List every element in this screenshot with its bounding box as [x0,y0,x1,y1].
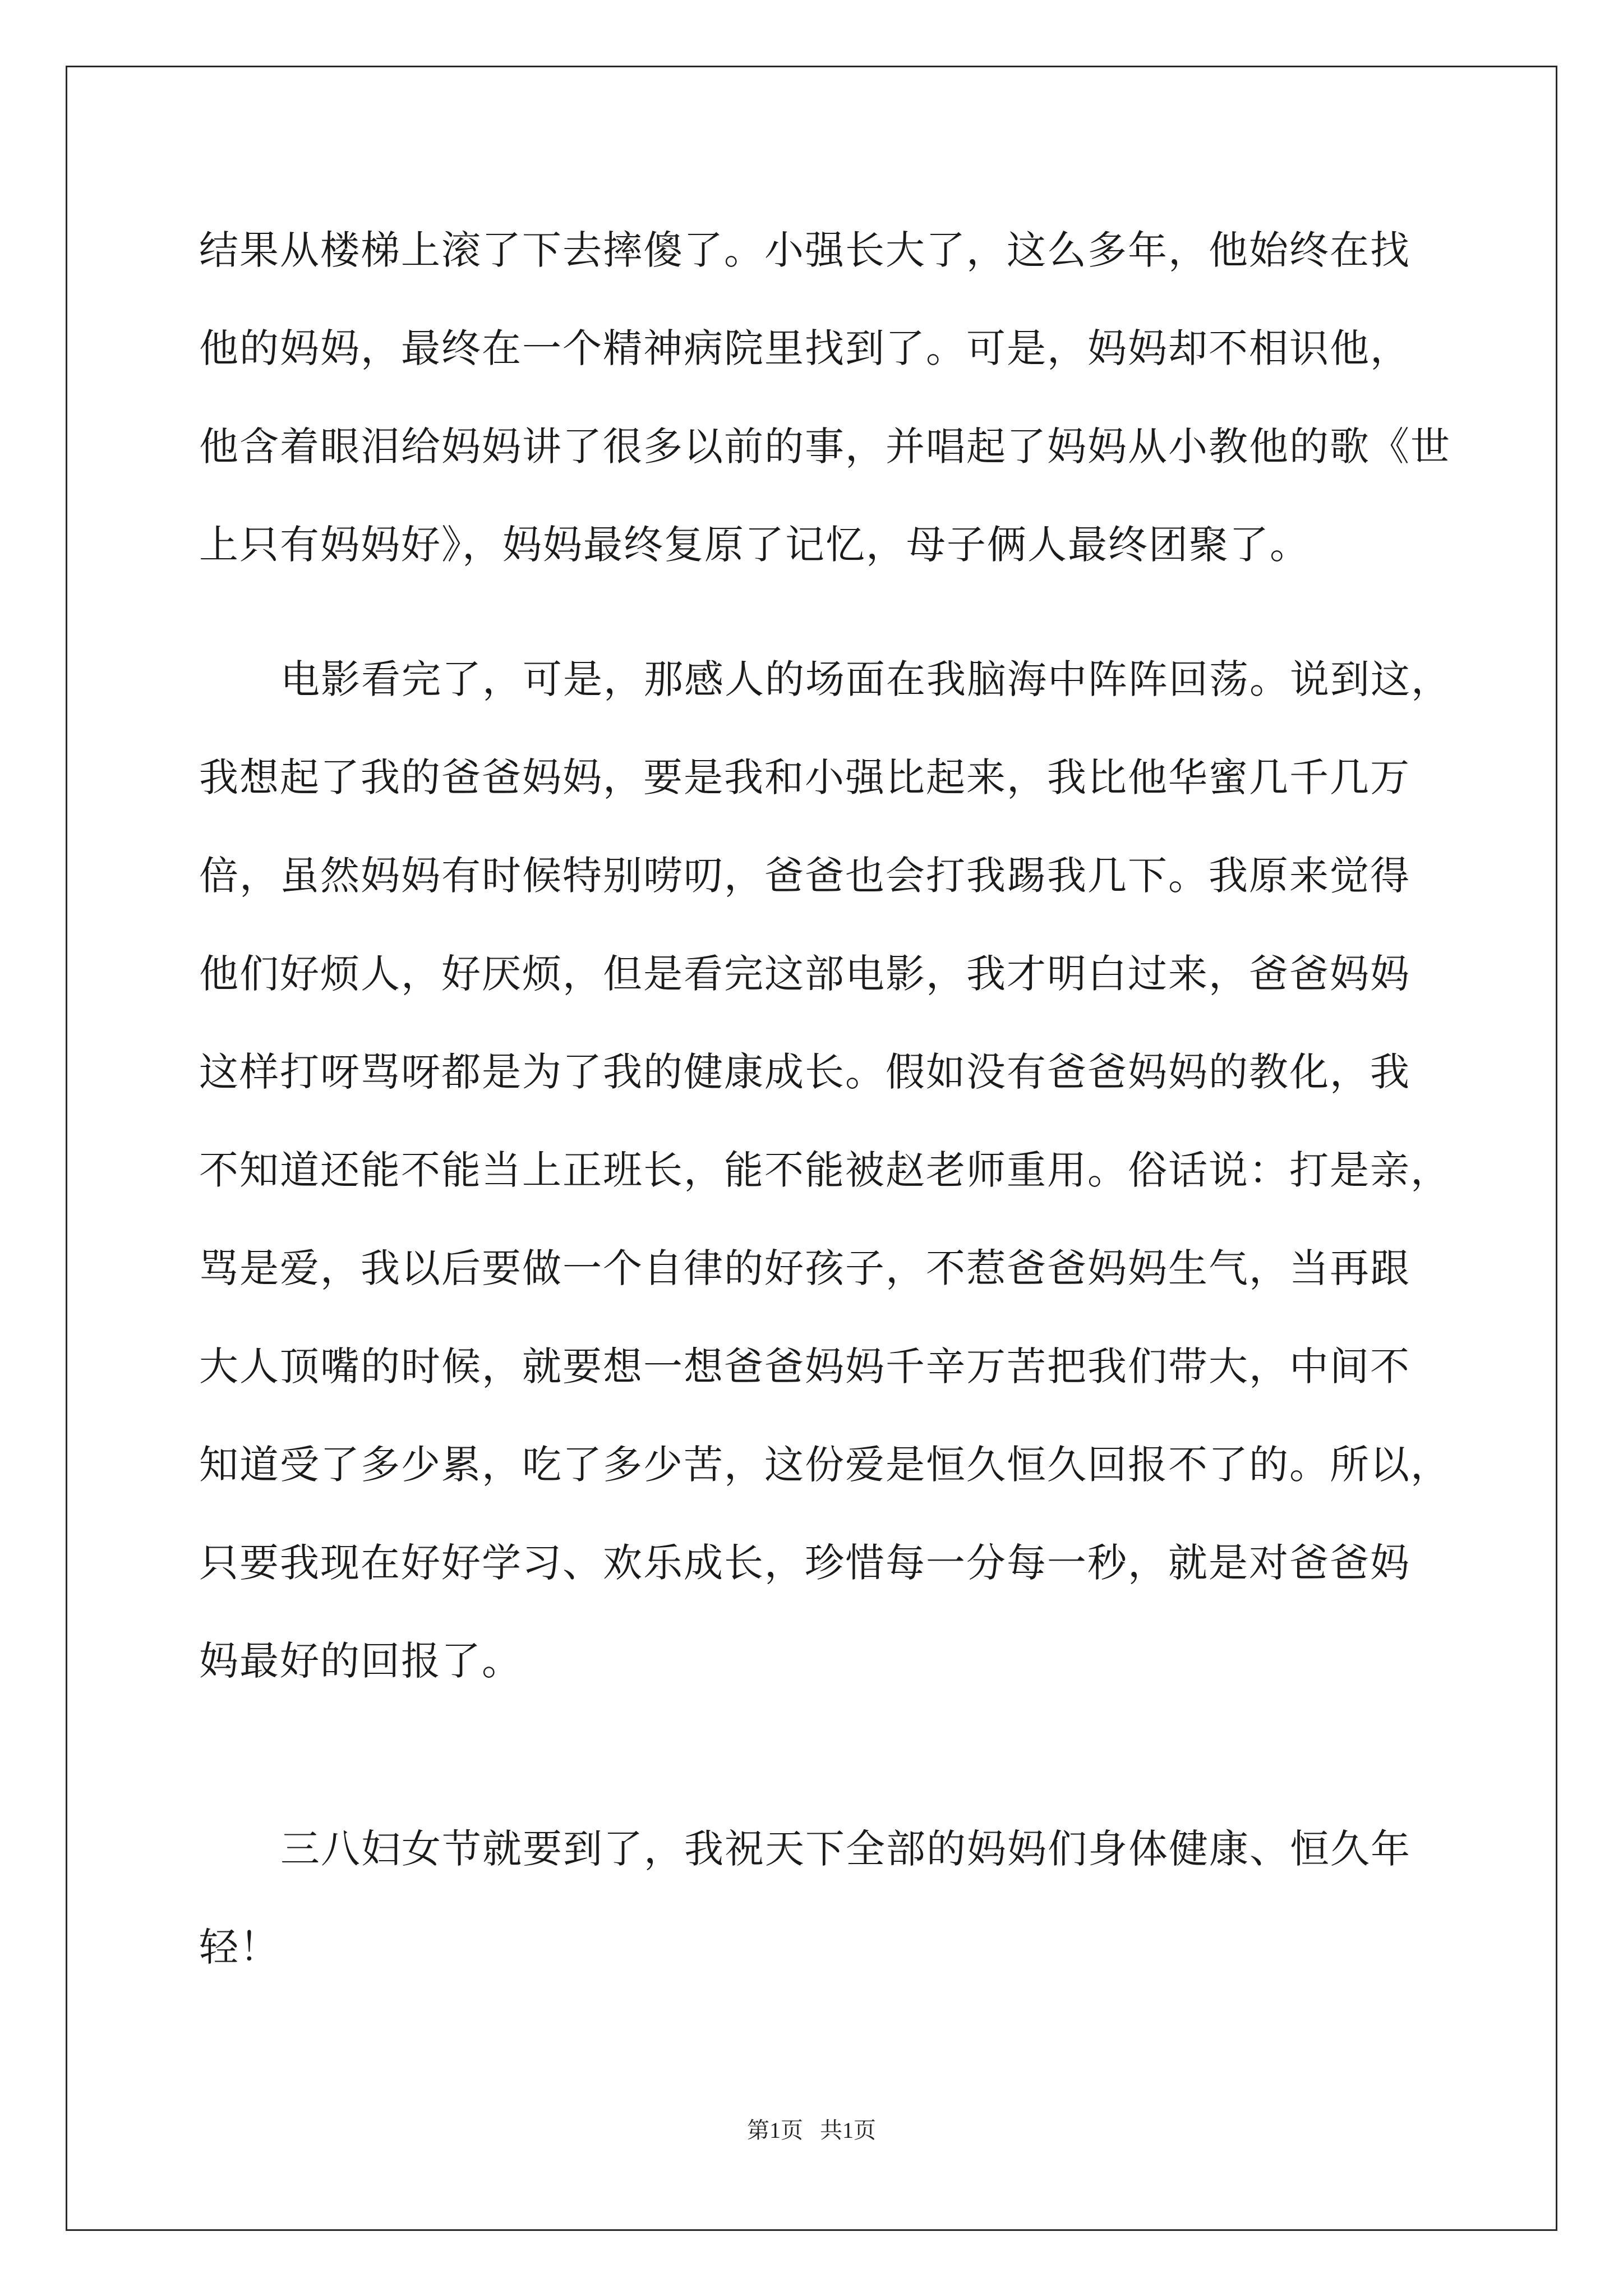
paragraph-2-line-11: 妈最好的回报了。 [199,1638,522,1684]
paragraph-2-line-7: 骂是爱，我以后要做一个自律的好孩子，不惹爸爸妈妈生气，当再跟 [199,1245,1410,1291]
paragraph-1-line-3: 他含着眼泪给妈妈讲了很多以前的事，并唱起了妈妈从小教他的歌《世 [199,424,1451,470]
paragraph-2-line-3: 倍，虽然妈妈有时候特别唠叨，爸爸也会打我踢我几下。我原来觉得 [199,853,1410,899]
paragraph-2-line-4: 他们好烦人，好厌烦，但是看完这部电影，我才明白过来，爸爸妈妈 [199,951,1410,997]
paragraph-1-line-1: 结果从楼梯上滚了下去摔傻了。小强长大了，这么多年，他始终在找 [199,227,1410,273]
paragraph-2-line-8: 大人顶嘴的时候，就要想一想爸爸妈妈千辛万苦把我们带大，中间不 [199,1343,1410,1389]
page-footer: 第1页 共1页 [747,2118,876,2143]
paragraph-2-line-9: 知道受了多少累，吃了多少苦，这份爱是恒久恒久回报不了的。所以， [199,1442,1451,1488]
paragraph-3-line-2: 轻！ [199,1924,280,1970]
paragraph-2-line-1: 电影看完了，可是，那感人的场面在我脑海中阵阵回荡。说到这， [280,656,1451,702]
paragraph-1-line-4: 上只有妈妈好》，妈妈最终复原了记忆，母子俩人最终团聚了。 [199,522,1310,568]
paragraph-2-line-2: 我想起了我的爸爸妈妈，要是我和小强比起来，我比他华蜜几千几万 [199,754,1410,800]
paragraph-2-line-6: 不知道还能不能当上正班长，能不能被赵老师重用。俗话说：打是亲， [199,1147,1451,1193]
paragraph-2-line-5: 这样打呀骂呀都是为了我的健康成长。假如没有爸爸妈妈的教化，我 [199,1049,1410,1095]
paragraph-3-line-1: 三八妇女节就要到了，我祝天下全部的妈妈们身体健康、恒久年 [280,1826,1411,1872]
paragraph-1-line-2: 他的妈妈，最终在一个精神病院里找到了。可是，妈妈却不相识他， [199,325,1410,371]
paragraph-2-line-10: 只要我现在好好学习、欢乐成长，珍惜每一分每一秒，就是对爸爸妈 [199,1540,1410,1586]
